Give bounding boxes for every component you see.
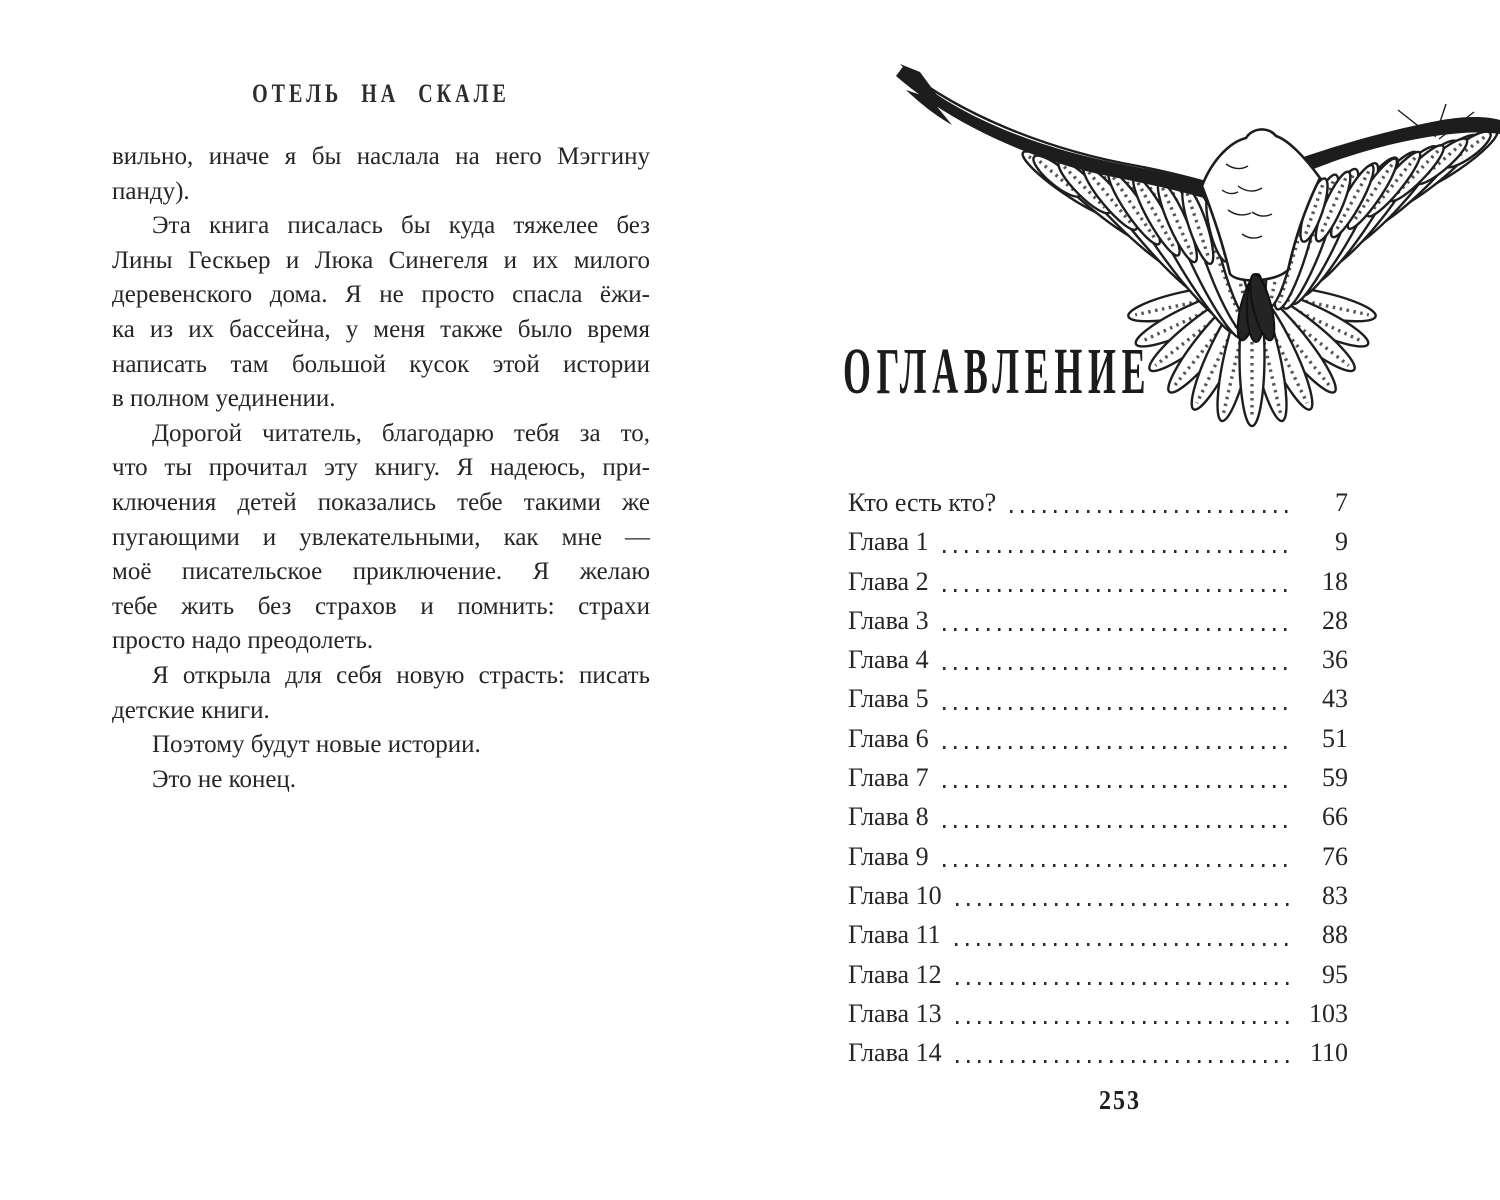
toc-entry-label: Глава 4 (848, 645, 929, 675)
toc-dots-leader (956, 903, 1292, 906)
toc-entry-label: Глава 5 (848, 684, 929, 714)
toc-row (848, 679, 1348, 718)
body-line: Лины Гескьер и Люка Синегеля и их милого (112, 246, 650, 274)
toc-entry-page: 66 (1322, 802, 1348, 832)
paragraph (112, 763, 650, 798)
toc-row (848, 876, 1348, 915)
toc-entry-label: Глава 8 (848, 802, 929, 832)
toc-entry-label: Глава 9 (848, 841, 929, 871)
body-line: ключения детей показались тебе такими же (112, 488, 650, 516)
toc-entry-label: Глава 1 (848, 527, 929, 557)
toc-entry-label: Глава 10 (848, 880, 942, 910)
toc-row (848, 601, 1348, 640)
body-line: Эта книга писалась бы куда тяжелее без (152, 212, 650, 240)
toc-entry-label: Кто есть кто? (848, 488, 997, 517)
toc-row (848, 483, 1348, 522)
toc-entry-page: 28 (1322, 605, 1348, 635)
body-line: что ты прочитал эту книгу. Я надеюсь, при- (112, 454, 650, 482)
toc-row (848, 522, 1348, 561)
body-line: детские книги. (112, 696, 270, 724)
body-line: Дорогой читатель, благодарю тебя за то, (152, 419, 650, 447)
toc-dots-leader (943, 550, 1292, 553)
toc-entry-page: 51 (1322, 723, 1348, 753)
toc-entry-label: Глава 14 (848, 1038, 942, 1068)
paragraph (112, 209, 650, 417)
toc-row (848, 562, 1348, 601)
toc-entry-page: 95 (1322, 959, 1348, 989)
body-text (112, 140, 650, 797)
toc-dots-leader (955, 943, 1292, 946)
toc-dots-leader (956, 1060, 1292, 1063)
body-line: в полном уединении. (112, 385, 336, 413)
toc-row (848, 837, 1348, 876)
toc-entry-page: 9 (1335, 527, 1348, 557)
toc-entry-label: Глава 13 (848, 998, 942, 1028)
running-header-text: ОТЕЛЬ НА СКАЛЕ (252, 80, 510, 109)
body-line: вильно, иначе я бы наслала на него Мэггину (112, 143, 650, 170)
toc-row (848, 994, 1348, 1033)
toc-entry-page: 7 (1335, 488, 1348, 517)
running-header (112, 80, 650, 109)
paragraph (112, 728, 650, 763)
paragraph (112, 417, 650, 659)
toc-list (848, 483, 1348, 1072)
toc-title (843, 334, 1325, 409)
toc-row (848, 719, 1348, 758)
toc-entry-page: 83 (1322, 880, 1348, 910)
toc-dots-leader (943, 864, 1292, 867)
toc-entry-label: Глава 12 (848, 959, 942, 989)
folio-page-number: 253 (1099, 1086, 1141, 1116)
body-line: просто надо преодолеть. (112, 627, 374, 655)
toc-row (848, 1033, 1348, 1072)
toc-dots-leader (943, 667, 1292, 670)
toc-entry-label: Глава 3 (848, 605, 929, 635)
toc-entry-page: 18 (1322, 566, 1348, 596)
toc-entry-page: 59 (1322, 763, 1348, 793)
toc-dots-leader (943, 707, 1292, 710)
body-line: Это не конец. (152, 765, 297, 793)
body-line: деревенского дома. Я не просто спасла ёжи- (112, 281, 650, 309)
toc-dots-leader (943, 825, 1292, 828)
body-line: Я открыла для себя новую страсть: писать (152, 661, 650, 689)
toc-row (848, 915, 1348, 954)
toc-entry-label: Глава 7 (848, 763, 929, 793)
toc-dots-leader (943, 628, 1292, 631)
toc-row (848, 797, 1348, 836)
toc-title-text: ОГЛАВЛЕНИЕ (843, 335, 1152, 409)
toc-dots-leader (956, 982, 1292, 985)
body-line: панду). (112, 177, 190, 205)
toc-dots-leader (943, 785, 1292, 788)
toc-row (848, 640, 1348, 679)
toc-entry-page: 36 (1322, 645, 1348, 675)
body-line: Поэтому будут новые истории. (152, 731, 481, 759)
toc-dots-leader (943, 746, 1292, 749)
toc-entry-label: Глава 6 (848, 723, 929, 753)
paragraph (112, 659, 650, 728)
toc-row (848, 955, 1348, 994)
toc-dots-leader (1010, 510, 1292, 513)
body-line: ка из их бассейна, у меня также было время (112, 315, 650, 343)
toc-row (848, 758, 1348, 797)
toc-entry-page: 103 (1309, 998, 1348, 1028)
toc-dots-leader (943, 589, 1292, 592)
paragraph (112, 140, 650, 209)
toc-entry-page: 43 (1322, 684, 1348, 714)
toc-entry-page: 76 (1322, 841, 1348, 871)
body-line: написать там большой кусок этой истории (112, 350, 650, 378)
toc-dots-leader (956, 1021, 1292, 1024)
toc-entry-label: Глава 2 (848, 566, 929, 596)
body-line: пугающими и увлекательными, как мне — (112, 523, 650, 551)
toc-entry-label: Глава 11 (848, 920, 941, 950)
toc-entry-page: 110 (1309, 1038, 1348, 1068)
body-line: тебе жить без страхов и помнить: страхи (112, 592, 650, 620)
toc-entry-page: 88 (1322, 920, 1348, 950)
body-line: моё писательское приключение. Я желаю (112, 558, 650, 586)
